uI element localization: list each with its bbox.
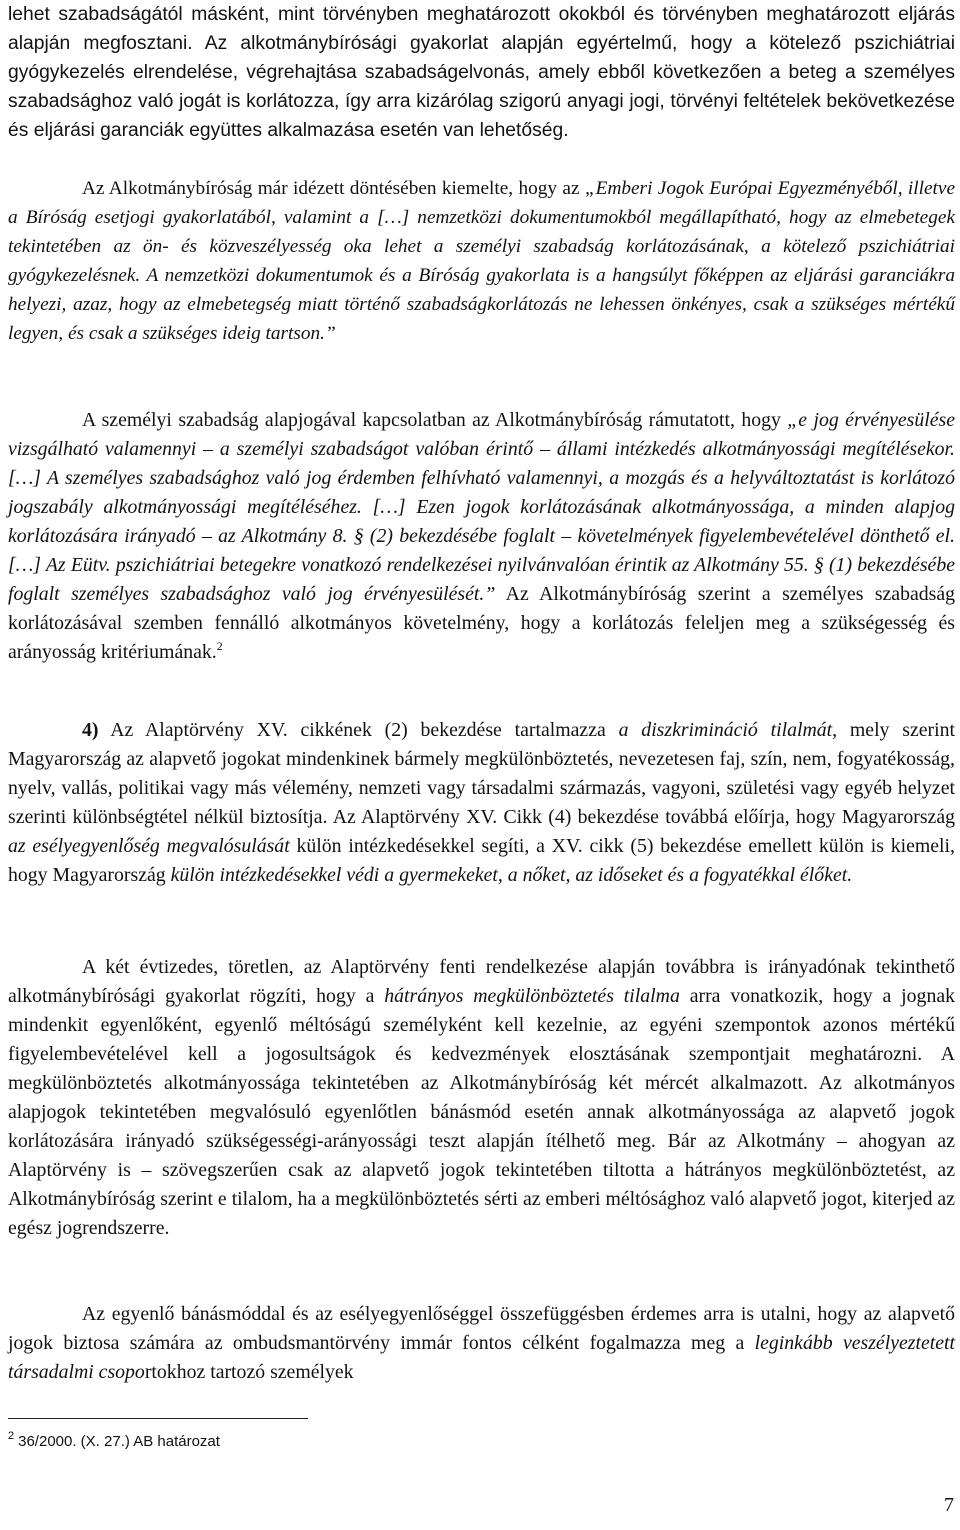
footnote-number: 2: [8, 1430, 15, 1442]
paragraph-1-text: lehet szabadságától másként, mint törvényben meghatározott okokból és törvényben meghatározott eljárás alapján megfosztani. Az alkotmánybírósági gyakorlat alapján egyértelmű, hogy a kötelező pszichiátriai gyógykezelés elrendelése, végrehajtása szabadságelvonás, amely ebből következően a beteg a személyes szabadsághoz való jogát is korlátozza, így arra kizárólag szigorú anyagi jogi, törvényi feltételek bekövetkezése és eljárási garanciák együttes alkalmazása esetén van lehetőség.: [8, 4, 955, 141]
paragraph-4-text-c: külön intézkedésekkel segíti, a XV. cikk (5) bekezdése emellett külön is kiemeli, hogy Magyarország: [8, 835, 955, 886]
paragraph-3: [8, 406, 955, 667]
paragraph-6: [8, 1300, 955, 1387]
paragraph-3-intro: A személyi szabadság alapjogával kapcsolatban az Alkotmánybíróság rámutatott, hogy: [82, 409, 788, 431]
paragraph-4-emphasis-b: az esélyegyenlőség megvalósulását: [8, 835, 290, 857]
paragraph-2-intro: Az Alkotmánybíróság már idézett döntésében kiemelte, hogy az: [82, 178, 585, 199]
paragraph-3-tail: Az Alkotmánybíróság szerint a személyes szabadság korlátozásával szemben fennálló alkotmányos követelmény, hogy a korlátozás feleljen meg a szükségesség és arányosság kritériumának.: [8, 583, 956, 663]
footnote-reference[interactable]: 2: [216, 639, 223, 653]
paragraph-5-text-a: A két évtizedes, töretlen, az Alaptörvény fenti rendelkezése alapján továbbra is irányadónak tekinthető alkotmánybírósági gyakorlat rögzíti, hogy a: [8, 956, 955, 1007]
paragraph-5: [8, 953, 955, 1243]
paragraph-1: [8, 0, 955, 145]
paragraph-5-emphasis: hátrányos megkülönböztetés tilalma: [384, 985, 680, 1007]
paragraph-2-quote-start: „Emberi Jogok Európai Egyezményéből, illetve a Bíróság esetjogi gyakorlatából, valamint a […] nemzetközi: [8, 178, 956, 228]
paragraph-2-quote: dokumentumokból megállapítható, hogy az elmebetegek tekintetében az ön- és közveszélyesség oka lehet a személyi szabadság korlátozásának, a kötelező pszichiátriai gyógykezelésnek. A nemzetközi dokumentumok és a Bíróság gyakorlata is a hangsúlyt főképpen az eljárási garanciákra helyezi, azaz, hogy az elmebetegség miatt történő szabadságkorlátozás ne lehessen önkényes, csak a szükséges mértékű legyen, és csak a szükséges ideig tartson.”: [8, 207, 956, 344]
paragraph-4-emphasis-a: a diszkrimináció tilalmát: [618, 719, 833, 741]
paragraph-4-emphasis-c: külön intézkedésekkel védi a gyermekeket, a nőket, az időseket és a fogyatékkal élőket.: [170, 864, 853, 886]
paragraph-6-emphasis: leginkább veszélyeztetett társadalmi csopo: [8, 1332, 955, 1383]
paragraph-2: [8, 174, 955, 348]
paragraph-6-text-a: Az egyenlő bánásmóddal és az esélyegyenlőséggel összefüggésben érdemes arra is utalni, hogy az alapvető jogok biztosa számára az ombudsmantörvény immár fontos célként fogalmazza meg a: [8, 1303, 955, 1354]
paragraph-4-text-a: Az Alaptörvény XV. cikkének (2) bekezdése tartalmazza: [98, 719, 619, 741]
paragraph-6-text-b: rtokhoz tartozó személyek: [144, 1361, 354, 1383]
item-number: 4): [82, 719, 99, 741]
footnote-text: 36/2000. (X. 27.) AB határozat: [18, 1433, 220, 1450]
footnote-divider: [8, 1418, 308, 1419]
paragraph-5-text-b: arra vonatkozik, hogy a jognak mindenkit egyenlőként, egyenlő méltóságú személyként kell kezelnie, az egyéni szempontok azonos mértékű figyelembevételével kell a jogosultságok és kedvezmények elosztásának szempontjait meghatározni. A megkülönböztetés alkotmányossága tekintetében az Alkotmánybíróság két mércét alkalmazott. Az alkotmányos alapjogok tekintetében megvalósuló egyenlőtlen bánásmód esetén annak alkotmányossága az alapvető jogok korlátozására irányadó szükségességi-arányossági teszt alapján ítélhető meg. Bár az Alkotmány – ahogyan az Alaptörvény is – szövegszerűen csak az alapvető jogok tekintetében tiltotta a hátrányos megkülönböztetést, az Alkotmánybíróság szerint e tilalom, ha a megkülönböztetés sérti az emberi méltósághoz való alapvető jogot, kiterjed az egész jogrendszerre.: [8, 985, 956, 1239]
paragraph-4-text-b: , mely szerint Magyarország az alapvető jogokat mindenkinek bármely megkülönböztetés, nevezetesen faj, szín, nem, fogyatékosság, nyelv, vallás, politikai vagy más vélemény, nemzeti vagy társadalmi származás, vagyoni, születési vagy egyéb helyzet szerinti különbségtétel nélkül biztosítja. Az Alaptörvény XV. Cikk (4) bekezdése továbbá előírja, hogy Magyarország: [8, 719, 955, 828]
paragraph-3-quote: „e jog érvényesülése vizsgálható valamennyi – a személyi szabadságot valóban érintő – állami intézkedés alkotmányossági megítélésekor. […] A személyes szabadsághoz való jog érdemben felhívható valamennyi, a mozgás és a helyváltoztatást is korlátozó jogszabály alkotmányossági megítéléséhez. […] Ezen jogok korlátozásának alkotmányossága, a minden alapjog korlátozására irányadó – az Alkotmány 8. § (2) bekezdésébe foglalt – követelmények figyelembevételével dönthető el. […] Az Eütv. pszichiátriai betegekre vonatkozó rendelkezései nyilvánvalóan érintik az Alkotmány 55. § (1) bekezdésébe foglalt személyes szabadsághoz való jog érvényesülését.”: [8, 409, 955, 605]
paragraph-4: [8, 716, 955, 890]
footnote: [8, 1432, 220, 1452]
page-number: 7: [944, 1494, 954, 1516]
